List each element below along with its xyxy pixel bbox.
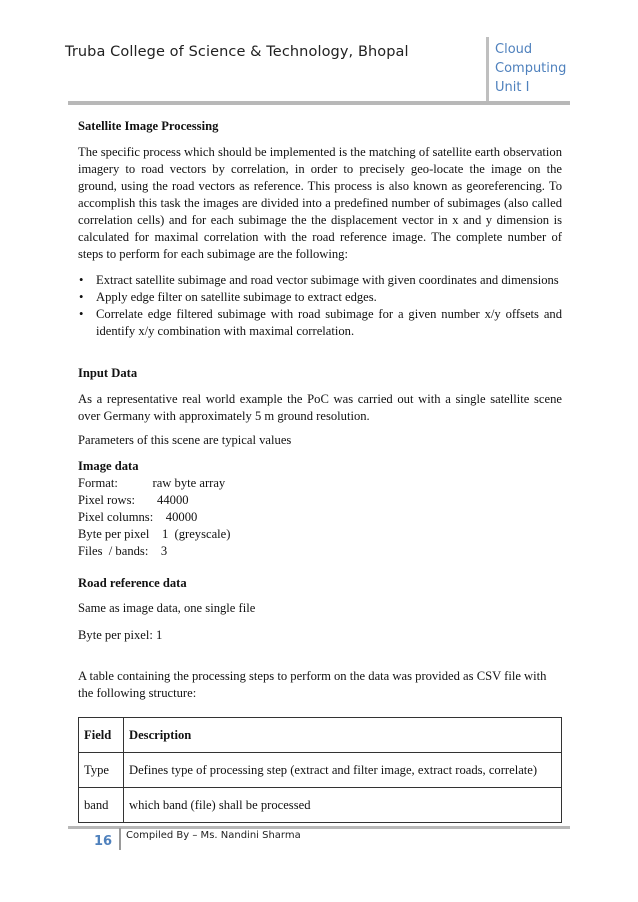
table-row xyxy=(79,753,562,788)
steps-list xyxy=(78,272,562,340)
table-cell-field: band xyxy=(79,788,124,823)
image-data-row: Pixel rows: 44000 xyxy=(78,493,189,507)
table-cell-field: Type xyxy=(79,753,124,788)
image-data-heading: Image data xyxy=(78,459,139,473)
list-item: • Apply edge filter on satellite subimage to extract edges. xyxy=(79,290,377,304)
header-college-title: Truba College of Science & Technology, Bhopal xyxy=(65,44,409,60)
footer-rule xyxy=(68,826,570,829)
parameters-note: Parameters of this scene are typical values xyxy=(78,433,292,447)
header-subject-line-3: Unit I xyxy=(495,80,530,95)
list-item: • Extract satellite subimage and road vector subimage with given coordinates and dimensions xyxy=(79,273,559,287)
table-intro: A table containing the processing steps to perform on the data was provided as CSV file with the following structure: xyxy=(78,669,547,700)
header-divider xyxy=(486,37,489,101)
table-cell-description: Defines type of processing step (extract and filter image, extract roads, correlate) xyxy=(124,753,562,788)
header-subject xyxy=(495,40,566,97)
bullet-icon: • xyxy=(79,273,84,287)
footer-compiled-by: Compiled By – Ms. Nandini Sharma xyxy=(126,830,301,841)
image-data-rows xyxy=(78,475,562,560)
input-data-paragraph: As a representative real world example the PoC was carried out with a single satellite scene over Germany with approximately 5 m ground resolution. xyxy=(78,392,562,423)
road-data-line-2: Byte per pixel: 1 xyxy=(78,628,163,642)
page-number: 16 xyxy=(94,834,113,849)
image-data-row: Format: raw byte array xyxy=(78,476,226,490)
road-data-heading: Road reference data xyxy=(78,576,187,590)
road-data-line-1: Same as image data, one single file xyxy=(78,601,256,615)
image-data-row: Pixel columns: 40000 xyxy=(78,510,198,524)
image-data-row: Byte per pixel 1 (greyscale) xyxy=(78,527,231,541)
satellite-paragraph: The specific process which should be implemented is the matching of satellite earth observation imagery to road vectors by correlation, in order to precisely geo-locate the image on the ground, using the road vectors as reference. This process is also known as georeferencing. To accomplish this task the images are divided into a predefined number of subimages (also called correlation cells) and for each subimage the the displacement vector in x and y dimension is calculated for maximal correlation with the road reference image. The complete number of steps to perform for each subimage are the following: xyxy=(78,145,562,261)
page-content xyxy=(78,118,562,823)
header-subject-line-1: Cloud xyxy=(495,42,533,57)
footer-divider xyxy=(119,828,121,850)
list-item: • Correlate edge filtered subimage with road subimage for a given number x/y offsets and identify x/y combination with maximal correlation. xyxy=(79,307,562,338)
header-rule xyxy=(68,101,570,105)
section-heading-satellite: Satellite Image Processing xyxy=(78,119,219,133)
table-row xyxy=(79,788,562,823)
section-heading-input-data: Input Data xyxy=(78,366,138,380)
table-header-description: Description xyxy=(124,718,562,753)
image-data-row: Files / bands: 3 xyxy=(78,544,168,558)
table-header-field: Field xyxy=(79,718,124,753)
bullet-icon: • xyxy=(79,307,84,321)
bullet-icon: • xyxy=(79,290,84,304)
table-cell-description: which band (file) shall be processed xyxy=(124,788,562,823)
header-subject-line-2: Computing xyxy=(495,61,567,76)
csv-structure-table xyxy=(78,717,562,823)
table-header-row xyxy=(79,718,562,753)
